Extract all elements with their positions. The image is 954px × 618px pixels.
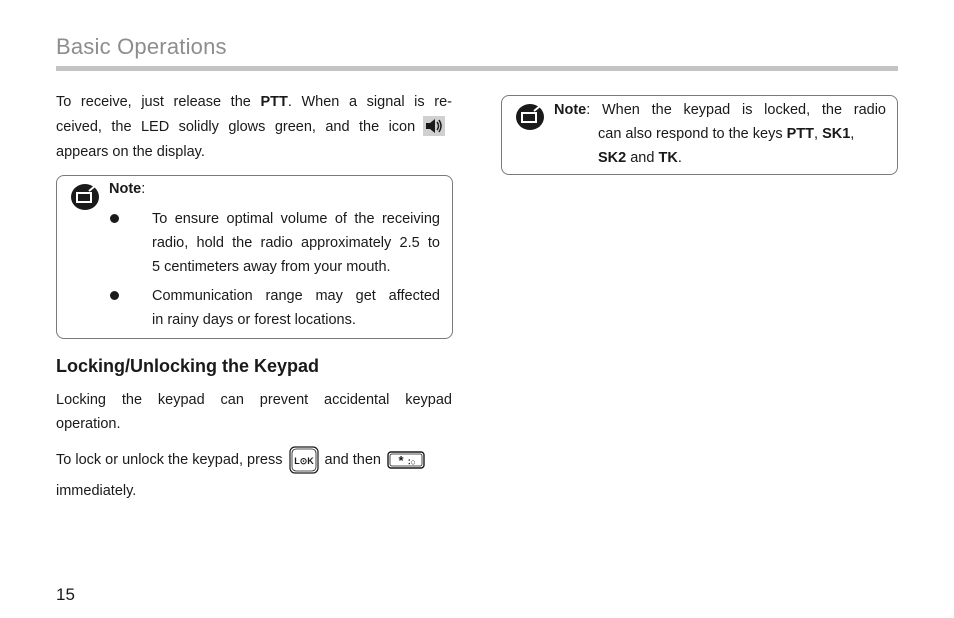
page-number: 15 bbox=[56, 585, 75, 604]
note-label: Note: bbox=[109, 181, 146, 197]
svg-text:∶○: ∶○ bbox=[408, 457, 416, 467]
note-locked-text: Note: When the keypad is locked, the radio can also respond to the keys PTT, SK1, SK2 and TK. bbox=[554, 102, 886, 166]
receive-paragraph bbox=[56, 90, 452, 165]
lock-instructions: To lock or unlock the keypad, press L⊙K and then * ∶○ bbox=[56, 446, 456, 474]
speaker-icon bbox=[423, 116, 445, 136]
note-bullet-2: Communication range may get affected in rainy days or forest locations. bbox=[152, 288, 440, 328]
title-divider bbox=[56, 66, 898, 71]
star-key-icon bbox=[387, 451, 425, 469]
lock-instructions-end: immediately. bbox=[56, 483, 137, 499]
ptt-key-label: PTT bbox=[260, 94, 288, 110]
lock-key-icon bbox=[289, 446, 319, 474]
section-heading: Locking/Unlocking the Keypad bbox=[56, 356, 320, 376]
note-icon bbox=[515, 103, 545, 131]
note-icon bbox=[70, 183, 100, 211]
bullet-dot bbox=[110, 214, 119, 223]
note-label: Note bbox=[554, 102, 587, 118]
note-bullet-1: To ensure optimal volume of the receiving radio, hold the radio approximately 2.5 to 5 centimeters away from your mouth. bbox=[152, 211, 440, 275]
svg-text:*: * bbox=[398, 453, 404, 468]
receive-line-3: appears on the display. bbox=[56, 144, 205, 160]
receive-line-1: To receive, just release the PTT. When a signal is re- bbox=[56, 94, 452, 110]
bullet-dot bbox=[110, 291, 119, 300]
svg-text:L⊙K: L⊙K bbox=[293, 456, 314, 466]
receive-line-2: ceived, the LED solidly glows green, and the icon bbox=[56, 115, 452, 140]
locking-paragraph: Locking the keypad can prevent accidental keypad operation. bbox=[56, 392, 452, 432]
page-title: Basic Operations bbox=[56, 34, 227, 59]
